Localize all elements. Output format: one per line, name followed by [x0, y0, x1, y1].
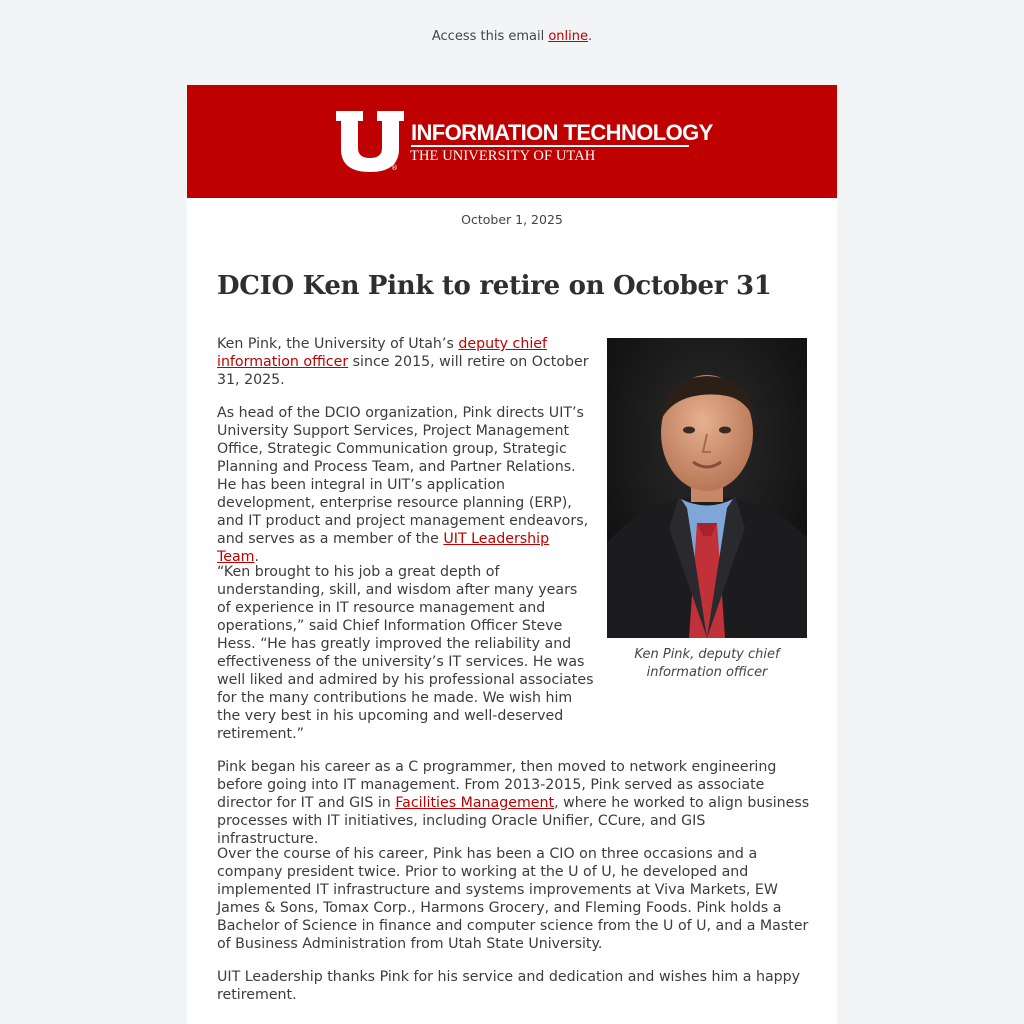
paragraph-role — [217, 404, 595, 566]
issue-date: October 1, 2025 — [461, 212, 563, 227]
article-title: DCIO Ken Pink to retire on October 31 — [217, 271, 772, 301]
banner-divider — [411, 145, 689, 147]
paragraph-career — [217, 758, 811, 848]
portrait-illustration — [607, 338, 807, 638]
preheader-text: Access this email — [431, 29, 549, 44]
portrait-photo — [607, 338, 807, 638]
p2-text-a: As head of the DCIO organization, Pink directs UIT’s University Support Services, Project Management Office, Strategic Communication group, Strategic Planning and Process Team, and Partner Relations. He has been integral in UIT’s application development, enterprise resource planning (ERP), and IT product and project management endeavors, and serves as a member of the — [217, 405, 589, 547]
paragraph-thanks: UIT Leadership thanks Pink for his service and dedication and wishes him a happy retirement. — [217, 969, 801, 1003]
preheader-period: . — [588, 29, 593, 44]
preheader — [0, 29, 1024, 44]
banner-title: INFORMATION TECHNOLOGY — [411, 120, 713, 145]
p4-text-b: , where he worked to align business processes with IT initiatives, including Oracle Unifier, CCure, and GIS infrastructure. — [217, 795, 810, 847]
paragraph-intro — [217, 335, 595, 389]
p1-text-b: since 2015, will retire on October 31, 2025. — [217, 354, 589, 388]
uit-leadership-team-link[interactable]: UIT Leadership Team — [217, 531, 550, 565]
header-banner — [187, 85, 837, 198]
paragraph-background: Over the course of his career, Pink has been a CIO on three occasions and a company president twice. Prior to working at the U of U, he developed and implemented IT infrastructure and systems improvements at Viva Markets, EW James & Sons, Tomax Corp., Harmons Grocery, and Fleming Foods. Pink holds a Bachelor of Science in finance and computer science from the U of U, and a Master of Business Administration from Utah State University. — [217, 846, 809, 952]
photo-caption: Ken Pink, deputy chief information officer — [634, 647, 780, 680]
p4-text-a: Pink began his career as a C programmer, then moved to network engineering before going into IT management. From 2013-2015, Pink served as associate director for IT and GIS in — [217, 759, 777, 811]
paragraph-quote: “Ken brought to his job a great depth of understanding, skill, and wisdom after many years of experience in IT resource management and operations,” said Chief Information Officer Steve Hess. “He has greatly improved the reliability and effectiveness of the university’s IT services. He was well liked and admired by his professional associates for the many contributions he made. We wish him the very best in his upcoming and well-deserved retirement.” — [217, 564, 594, 742]
p2-text-b: . — [254, 549, 260, 565]
view-online-link[interactable]: online — [548, 29, 588, 44]
email-container — [187, 85, 837, 1024]
registered-mark: ® — [391, 164, 398, 172]
p1-text-a: Ken Pink, the University of Utah’s — [217, 336, 459, 352]
dcio-link[interactable]: deputy chief information officer — [217, 336, 548, 370]
banner-subtitle: THE UNIVERSITY OF UTAH — [410, 148, 596, 164]
university-u-logo — [336, 111, 404, 172]
facilities-management-link[interactable]: Facilities Management — [395, 795, 555, 811]
